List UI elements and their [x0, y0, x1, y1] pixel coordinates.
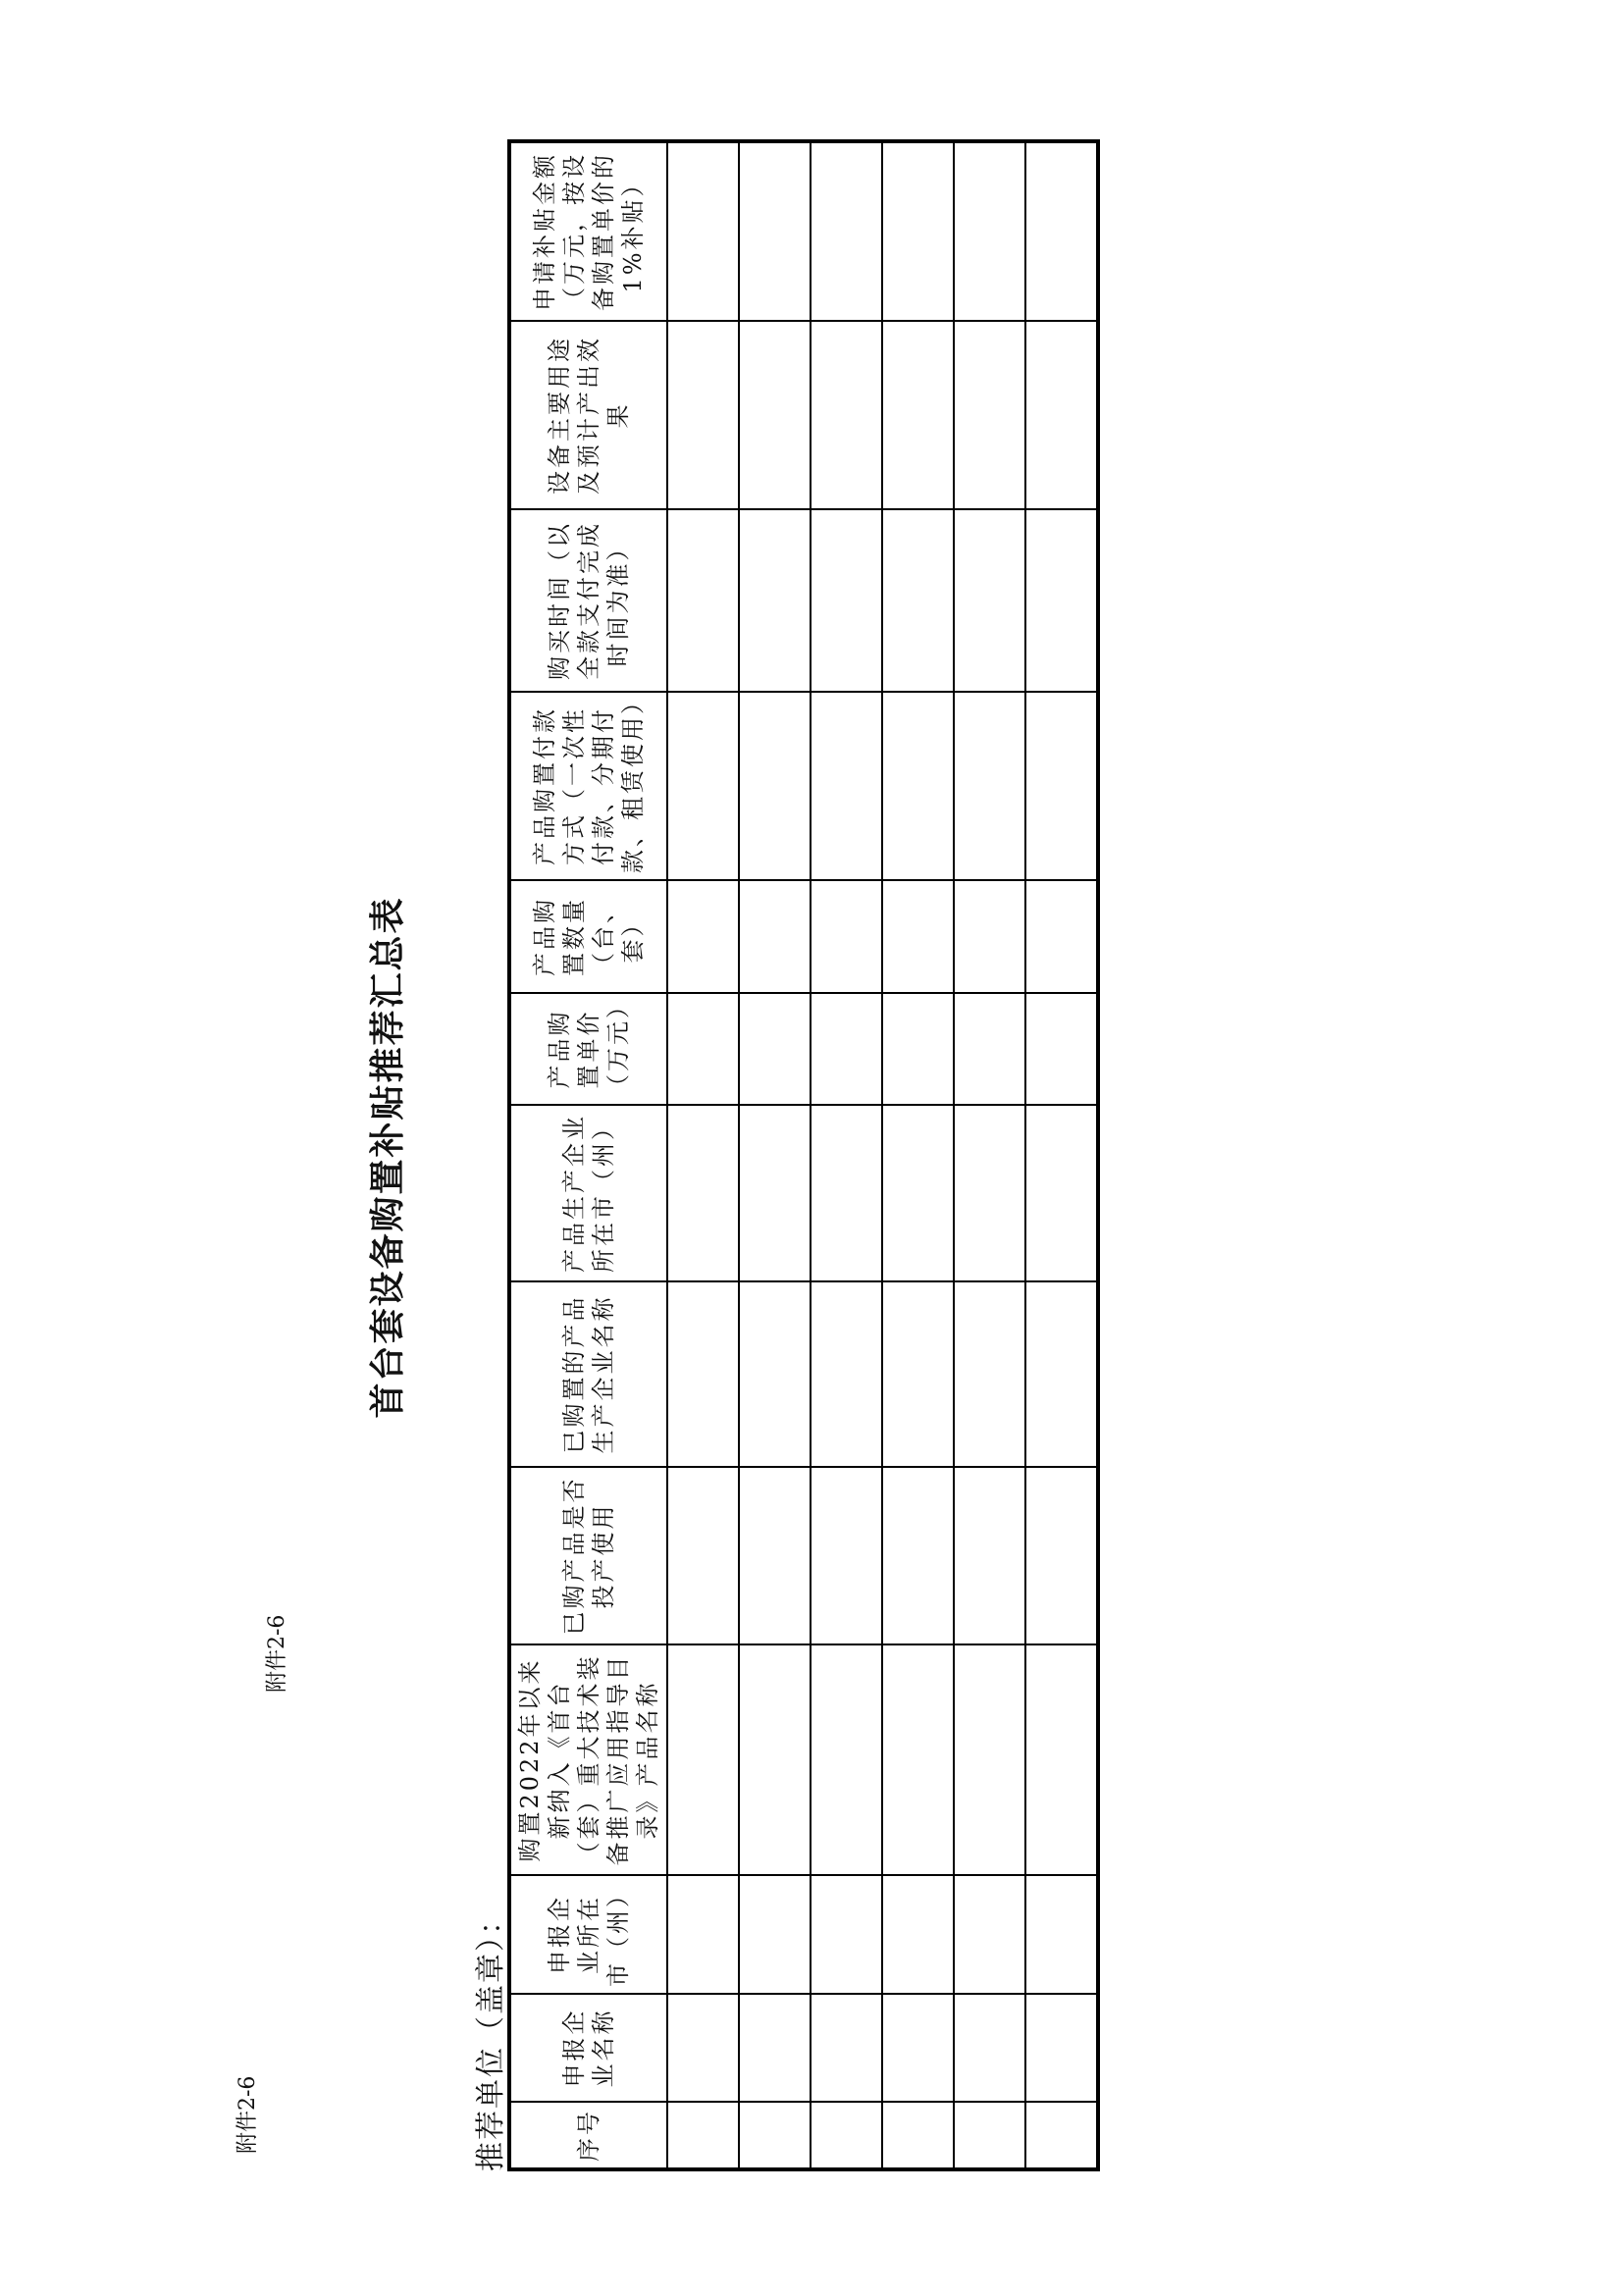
- table-cell[interactable]: [739, 2102, 811, 2169]
- header-product-name: 购置2022年以来新纳入《首台（套）重大技术装备推广应用指导目录》产品名称: [509, 1644, 667, 1875]
- summary-table: [507, 139, 1100, 2171]
- table-cell[interactable]: [739, 1644, 811, 1875]
- table-cell[interactable]: [811, 692, 882, 880]
- table-cell[interactable]: [739, 1105, 811, 1281]
- header-manufacturer-city: 产品生产企业所在市（州）: [509, 1105, 667, 1281]
- table-cell[interactable]: [811, 2102, 882, 2169]
- table-cell[interactable]: [811, 1281, 882, 1467]
- table-cell[interactable]: [1025, 880, 1098, 993]
- table-cell[interactable]: [882, 993, 954, 1105]
- table-cell[interactable]: [954, 1644, 1025, 1875]
- table-cell[interactable]: [811, 509, 882, 692]
- header-in-use: 已购产品是否投产使用: [509, 1467, 667, 1644]
- table-cell[interactable]: [882, 321, 954, 509]
- header-subsidy-amount: 申请补贴金额（万元，按设备购置单价的1%补贴）: [509, 141, 667, 321]
- table-cell[interactable]: [667, 141, 739, 321]
- table-cell[interactable]: [1025, 509, 1098, 692]
- table-cell[interactable]: [882, 509, 954, 692]
- table-cell[interactable]: [667, 321, 739, 509]
- table-row: [811, 141, 882, 2169]
- table-cell[interactable]: [954, 993, 1025, 1105]
- table-cell[interactable]: [811, 1467, 882, 1644]
- table-cell[interactable]: [954, 1281, 1025, 1467]
- page-title: 首台套设备购置补贴推荐汇总表: [367, 896, 408, 1419]
- table-cell[interactable]: [739, 141, 811, 321]
- table-cell[interactable]: [882, 1875, 954, 1994]
- table-cell[interactable]: [739, 1875, 811, 1994]
- table-cell[interactable]: [954, 141, 1025, 321]
- table-cell[interactable]: [954, 880, 1025, 993]
- table-cell[interactable]: [1025, 1994, 1098, 2102]
- table-cell[interactable]: [882, 1644, 954, 1875]
- table-row: [739, 141, 811, 2169]
- table-cell[interactable]: [667, 1994, 739, 2102]
- table-cell[interactable]: [954, 509, 1025, 692]
- table-row: [1025, 141, 1098, 2169]
- table-cell[interactable]: [667, 1467, 739, 1644]
- table-cell[interactable]: [954, 2102, 1025, 2169]
- header-applicant-city: 申报企业所在市（州）: [509, 1875, 667, 1994]
- table-cell[interactable]: [667, 2102, 739, 2169]
- table-cell[interactable]: [1025, 993, 1098, 1105]
- table-cell[interactable]: [811, 1105, 882, 1281]
- header-payment-method: 产品购置付款方式（一次性付款、分期付款、租赁使用）: [509, 692, 667, 880]
- table-cell[interactable]: [882, 1281, 954, 1467]
- table-cell[interactable]: [882, 2102, 954, 2169]
- table-cell[interactable]: [811, 880, 882, 993]
- table-cell[interactable]: [811, 993, 882, 1105]
- table-cell[interactable]: [739, 1281, 811, 1467]
- header-row: [509, 141, 667, 2169]
- table-cell[interactable]: [954, 321, 1025, 509]
- table-cell[interactable]: [954, 1994, 1025, 2102]
- header-serial-number: 序号: [509, 2102, 667, 2169]
- table-cell[interactable]: [1025, 1644, 1098, 1875]
- table-cell[interactable]: [1025, 692, 1098, 880]
- table-cell[interactable]: [954, 1875, 1025, 1994]
- table-cell[interactable]: [739, 1467, 811, 1644]
- table-cell[interactable]: [811, 321, 882, 509]
- header-quantity: 产品购置数量（台、套）: [509, 880, 667, 993]
- table-cell[interactable]: [667, 692, 739, 880]
- table-cell[interactable]: [667, 1281, 739, 1467]
- table-cell[interactable]: [667, 509, 739, 692]
- header-purchase-time: 购买时间（以全款支付完成时间为准）: [509, 509, 667, 692]
- table-cell[interactable]: [882, 1105, 954, 1281]
- table-cell[interactable]: [811, 1994, 882, 2102]
- table-cell[interactable]: [1025, 1875, 1098, 1994]
- header-applicant-name: 申报企业名称: [509, 1994, 667, 2102]
- attachment-label-top: 附件2-6: [265, 1614, 289, 1693]
- header-main-use: 设备主要用途及预计产出效果: [509, 321, 667, 509]
- table-cell[interactable]: [667, 1644, 739, 1875]
- rotated-page-content: [360, 143, 1008, 2171]
- table-cell[interactable]: [739, 321, 811, 509]
- table-cell[interactable]: [811, 141, 882, 321]
- table-cell[interactable]: [1025, 1281, 1098, 1467]
- table-cell[interactable]: [882, 692, 954, 880]
- table-cell[interactable]: [1025, 141, 1098, 321]
- table-cell[interactable]: [739, 692, 811, 880]
- header-manufacturer-name: 已购置的产品生产企业名称: [509, 1281, 667, 1467]
- table-cell[interactable]: [882, 1994, 954, 2102]
- table-cell[interactable]: [1025, 1467, 1098, 1644]
- table-cell[interactable]: [667, 993, 739, 1105]
- table-row: [954, 141, 1025, 2169]
- header-unit-price: 产品购置单价（万元）: [509, 993, 667, 1105]
- table-cell[interactable]: [667, 1105, 739, 1281]
- table-cell[interactable]: [882, 1467, 954, 1644]
- table-row: [882, 141, 954, 2169]
- table-cell[interactable]: [667, 880, 739, 993]
- table-cell[interactable]: [739, 509, 811, 692]
- table-cell[interactable]: [739, 993, 811, 1105]
- table-cell[interactable]: [667, 1875, 739, 1994]
- table-cell[interactable]: [954, 1467, 1025, 1644]
- attachment-label-bottom: 附件2-6: [236, 2075, 260, 2154]
- table-cell[interactable]: [811, 1644, 882, 1875]
- table-cell[interactable]: [1025, 2102, 1098, 2169]
- table-cell[interactable]: [739, 880, 811, 993]
- table-cell[interactable]: [954, 692, 1025, 880]
- table-cell[interactable]: [811, 1875, 882, 1994]
- table-row: [667, 141, 739, 2169]
- table-cell[interactable]: [739, 1994, 811, 2102]
- table-cell[interactable]: [882, 141, 954, 321]
- table-cell[interactable]: [882, 880, 954, 993]
- table-cell[interactable]: [1025, 1105, 1098, 1281]
- recommend-unit-label: 推荐单位（盖章）：: [474, 1904, 508, 2171]
- table-cell[interactable]: [1025, 321, 1098, 509]
- table-cell[interactable]: [954, 1105, 1025, 1281]
